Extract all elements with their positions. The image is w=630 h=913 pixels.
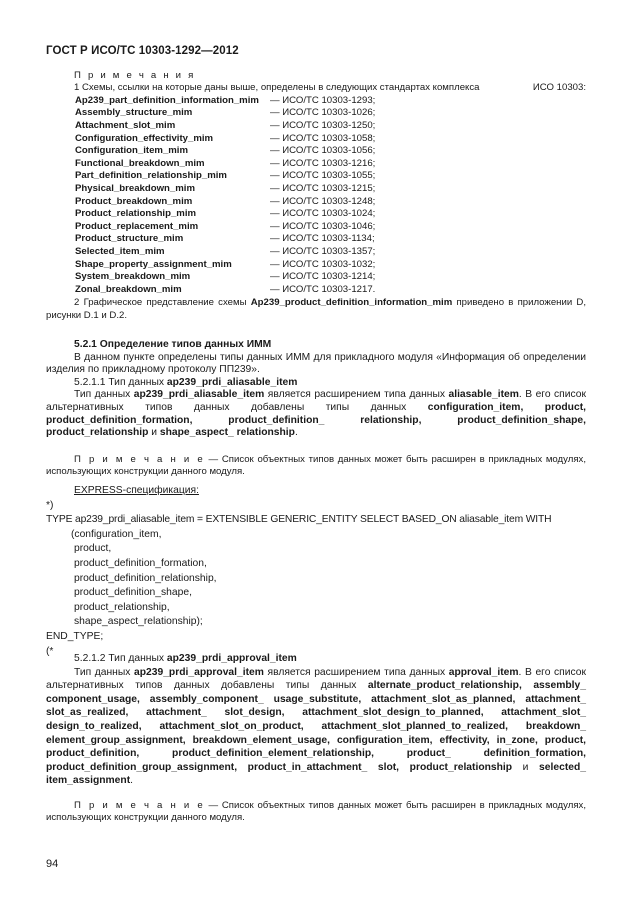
schema-row bbox=[46, 208, 586, 221]
sub1-p-mid1: является расширением типа данных bbox=[264, 389, 449, 401]
express-line: product_definition_formation, bbox=[74, 557, 207, 569]
sub2-title bbox=[46, 652, 586, 666]
schema-name: Product_replacement_mim bbox=[75, 220, 199, 232]
schema-row bbox=[46, 259, 586, 272]
express-line: END_TYPE; bbox=[46, 630, 104, 642]
sub1-p-end: . bbox=[294, 427, 298, 439]
section-heading: 5.2.1 Определение типов данных ИММ bbox=[74, 339, 272, 350]
schema-list bbox=[46, 95, 586, 297]
sub1-p-pre: Тип данных bbox=[74, 389, 134, 401]
schema-standard: — ИСО/ТС 10303-1215; bbox=[270, 182, 376, 194]
sub1-title-pre: 5.2.1.1 Тип данных bbox=[74, 376, 167, 388]
section-intro: В данном пункте определены типы данных ИММ для прикладного модуля «Информация об определении изделия по прикладному протоколу ПП239». bbox=[46, 351, 586, 376]
schema-standard: — ИСО/ТС 10303-1055; bbox=[270, 170, 376, 182]
express-line: TYPE ap239_prdi_aliasable_item = EXTENSIBLE GENERIC_ENTITY SELECT BASED_ON aliasable_item WITH bbox=[46, 514, 552, 526]
schema-name: System_breakdown_mim bbox=[75, 271, 191, 283]
schema-name: Part_definition_relationship_mim bbox=[75, 170, 227, 182]
sub1-p-base: aliasable_item bbox=[448, 389, 519, 401]
sub1-note-text: — Список объектных типов данных может быть расширен в прикладных модулях, использующих конструкции данного модуля. bbox=[46, 454, 586, 478]
express-label: EXPRESS-спецификация: bbox=[74, 485, 199, 496]
sub1-p-mid2: . В его список альтернативных типов данных добавлены типы данных bbox=[46, 389, 586, 413]
schema-standard: — ИСО/ТС 10303-1056; bbox=[270, 145, 376, 157]
notes-block bbox=[46, 70, 586, 322]
schema-standard: — ИСО/ТС 10303-1046; bbox=[270, 220, 376, 232]
sub1-p-types: configuration_item, product, product_definition_formation, product_definition_ relationship, product_definition_shape, product_relationship bbox=[46, 401, 586, 439]
schema-row bbox=[46, 221, 586, 234]
sub1-title bbox=[46, 377, 586, 390]
schema-name: Physical_breakdown_mim bbox=[75, 182, 195, 194]
schema-row bbox=[46, 246, 586, 259]
schema-standard: — ИСО/ТС 10303-1217. bbox=[270, 283, 376, 295]
schema-row bbox=[46, 133, 586, 146]
schema-name: Configuration_item_mim bbox=[75, 145, 189, 157]
sub2-p-types: alternate_product_relationship, assembly_ component_usage, assembly_component_ usage_substitute, attachment_slot_as_planned, attachment_ slot_as_realized, attachment_ slot_design, attachment_slot_design_to_planned, attachment_slot_ design_to_realized, attachment_slot_on_product, attachment_slot_planned_to_realized, breakdown_ element_group_assignment, breakdown_element_usage, configuration_item, effectivity, in_zone, product, product_definition, product_definition_element_relationship, product_ definition_formation, product_definition_group_assignment, product_in_attachment_ slot, product_relationship bbox=[46, 680, 586, 773]
schema-row bbox=[46, 145, 586, 158]
schema-standard: — ИСО/ТС 10303-1058; bbox=[270, 132, 376, 144]
schema-row bbox=[46, 107, 586, 120]
sub1-p-mid3: и bbox=[148, 427, 160, 439]
schema-standard: — ИСО/ТС 10303-1216; bbox=[270, 157, 376, 169]
schema-row bbox=[46, 183, 586, 196]
sub2-p-base: approval_item bbox=[448, 666, 519, 678]
schema-name: Ap239_part_definition_information_mim bbox=[75, 94, 259, 106]
schema-standard: — ИСО/ТС 10303-1026; bbox=[270, 107, 376, 119]
note1-intro-line bbox=[46, 82, 586, 95]
sub2-p-pre: Тип данных bbox=[74, 666, 134, 678]
sub2-title-type: ap239_prdi_approval_item bbox=[166, 653, 297, 664]
note2 bbox=[46, 297, 586, 321]
express-line: product_definition_shape, bbox=[74, 587, 192, 599]
sub2-note-text: — Список объектных типов данных может быть расширен в прикладных модулях, использующих конструкции данного модуля. bbox=[46, 800, 586, 824]
note1-standard: ИСО 10303: bbox=[532, 82, 586, 94]
sub2-p-last-type: selected_ item_assignment bbox=[46, 761, 586, 787]
express-line: shape_aspect_relationship); bbox=[74, 616, 203, 628]
note2-text-pre: 2 Графическое представление схемы bbox=[74, 297, 251, 309]
schema-row bbox=[46, 271, 586, 284]
schema-row bbox=[46, 120, 586, 133]
schema-row bbox=[46, 95, 586, 108]
sub2-paragraph bbox=[46, 666, 586, 788]
section-521 bbox=[46, 339, 586, 440]
schema-standard: — ИСО/ТС 10303-1032; bbox=[270, 258, 376, 270]
sub1-title-type: ap239_prdi_aliasable_item bbox=[166, 376, 298, 388]
schema-standard: — ИСО/ТС 10303-1024; bbox=[270, 208, 376, 220]
sub2-p-mid3: и bbox=[512, 761, 540, 773]
sub2-p-end: . bbox=[130, 775, 133, 787]
schema-name: Assembly_structure_mim bbox=[75, 107, 193, 119]
sub2-note bbox=[46, 800, 586, 824]
schema-name: Product_structure_mim bbox=[75, 233, 184, 245]
sub2-note-label: П р и м е ч а н и е bbox=[74, 800, 205, 811]
note2-text-post: приведено в приложении D, рисунки D.1 и D.2. bbox=[46, 297, 586, 321]
schema-row bbox=[46, 233, 586, 246]
express-block bbox=[46, 484, 591, 659]
schema-name: Shape_property_assignment_mim bbox=[75, 258, 232, 270]
schema-name: Attachment_slot_mim bbox=[75, 119, 176, 131]
schema-name: Selected_item_mim bbox=[75, 245, 165, 257]
schema-standard: — ИСО/ТС 10303-1293; bbox=[270, 94, 376, 106]
sub1-p-last-type: shape_aspect_ relationship bbox=[159, 427, 295, 439]
page-header: ГОСТ Р ИСО/ТС 10303-1292—2012 bbox=[46, 45, 239, 57]
sub1-paragraph bbox=[46, 389, 586, 439]
schema-row bbox=[46, 170, 586, 183]
sub2-p-mid1: является расширением типа данных bbox=[263, 666, 449, 678]
express-line: product_definition_relationship, bbox=[74, 572, 217, 584]
express-line: (* bbox=[46, 645, 54, 657]
section-5212 bbox=[46, 652, 586, 788]
schema-name: Functional_breakdown_mim bbox=[75, 157, 205, 169]
schema-name: Configuration_effectivity_mim bbox=[75, 132, 214, 144]
schema-row bbox=[46, 158, 586, 171]
schema-name: Zonal_breakdown_mim bbox=[75, 283, 182, 295]
schema-row bbox=[46, 196, 586, 209]
schema-standard: — ИСО/ТС 10303-1357; bbox=[270, 245, 376, 257]
sub1-p-type: ap239_prdi_aliasable_item bbox=[133, 389, 265, 401]
sub2-title-pre: 5.2.1.2 Тип данных bbox=[74, 653, 167, 664]
sub1-note bbox=[46, 454, 586, 478]
note2-schema-name: Ap239_product_definition_information_mim bbox=[250, 297, 453, 309]
page-number: 94 bbox=[46, 858, 59, 870]
schema-standard: — ИСО/ТС 10303-1248; bbox=[270, 195, 376, 207]
note1-intro: 1 Схемы, ссылки на которые даны выше, определены в следующих стандартах комплекса bbox=[74, 82, 480, 94]
sub2-p-type: ap239_prdi_approval_item bbox=[134, 666, 264, 678]
schema-standard: — ИСО/ТС 10303-1250; bbox=[270, 119, 376, 131]
sub1-note-label: П р и м е ч а н и е bbox=[74, 454, 205, 465]
schema-standard: — ИСО/ТС 10303-1214; bbox=[270, 271, 376, 283]
sub2-p-mid2: . В его список альтернативных типов данных добавлены типы данных bbox=[46, 666, 586, 692]
express-line: *) bbox=[46, 499, 54, 511]
express-line: product, bbox=[74, 543, 112, 555]
express-line: product_relationship, bbox=[74, 601, 170, 613]
schema-standard: — ИСО/ТС 10303-1134; bbox=[270, 233, 375, 245]
schema-name: Product_relationship_mim bbox=[75, 208, 197, 220]
express-line: (configuration_item, bbox=[71, 528, 162, 540]
schema-name: Product_breakdown_mim bbox=[75, 195, 193, 207]
schema-row bbox=[46, 284, 586, 297]
notes-heading: П р и м е ч а н и я bbox=[74, 70, 196, 81]
